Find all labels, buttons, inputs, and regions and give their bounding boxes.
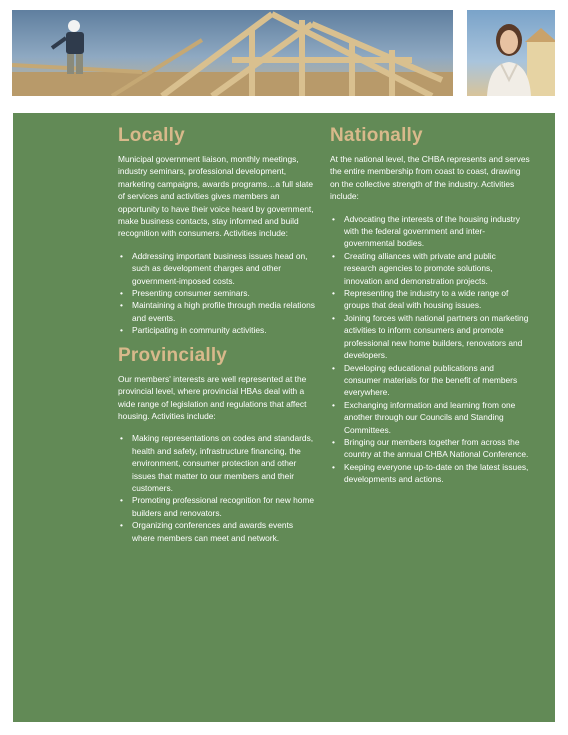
list-item: • Organizing conferences and awards events where members can meet and network. xyxy=(118,519,318,544)
portrait-illustration xyxy=(467,10,555,96)
provincially-heading: Provincially xyxy=(118,344,228,366)
locally-intro: Municipal government liaison, monthly meetings, industry seminars, professional development, marketing campaigns, awards programs…a full slate of services and activities gives members an opportunity to have their voice heard by government, make business contacts, stay informed and build recognition with consumers. Activities include: xyxy=(118,154,314,239)
nationally-list xyxy=(330,213,530,486)
right-column xyxy=(330,125,530,494)
left-column xyxy=(118,125,318,552)
list-item: • Participating in community activities. xyxy=(118,324,318,336)
list-item: • Exchanging information and learning from one another through our Councils and Standing Committees. xyxy=(330,399,530,436)
provincially-list xyxy=(118,432,318,544)
woman-portrait-photo xyxy=(467,10,555,96)
list-item: • Maintaining a high profile through media relations and events. xyxy=(118,299,318,324)
construction-worker-photo xyxy=(12,10,453,96)
locally-heading: Locally xyxy=(118,125,185,146)
list-item: • Joining forces with national partners on marketing activities to inform consumers and promote professional new home builders, renovators and developers. xyxy=(330,312,530,362)
nationally-heading: Nationally xyxy=(330,125,423,146)
provincially-intro: Our members' interests are well represented at the provincial level, where provincial HBAs deal with a wide range of legislation and regulations that affect housing. Activities include: xyxy=(118,373,307,421)
nationally-intro: At the national level, the CHBA represents and serves the entire membership from coast to coast, drawing on the collective strength of the industry. Activities include: xyxy=(330,154,530,202)
list-item: • Making representations on codes and standards, health and safety, infrastructure financing, the environment, consumer protection and other issues that matter to our members and their customers. xyxy=(118,432,318,494)
list-item: • Addressing important business issues head on, such as development charges and other government-imposed costs. xyxy=(118,250,318,287)
list-item: • Bringing our members together from across the country at the annual CHBA National Conference. xyxy=(330,436,530,461)
roof-truss-illustration xyxy=(12,10,453,96)
locally-list xyxy=(118,250,318,337)
list-item: • Creating alliances with private and public research agencies to promote solutions, innovation and demonstration projects. xyxy=(330,250,530,287)
list-item: • Promoting professional recognition for new home builders and renovators. xyxy=(118,494,318,519)
list-item: • Developing educational publications and consumer materials for the benefit of members everywhere. xyxy=(330,362,530,399)
list-item: • Representing the industry to a wide range of groups that deal with housing issues. xyxy=(330,287,530,312)
list-item: • Advocating the interests of the housing industry with the federal government and inter-governmental bodies. xyxy=(330,213,530,250)
list-item: • Presenting consumer seminars. xyxy=(118,287,318,299)
list-item: • Keeping everyone up-to-date on the latest issues, developments and actions. xyxy=(330,461,530,486)
